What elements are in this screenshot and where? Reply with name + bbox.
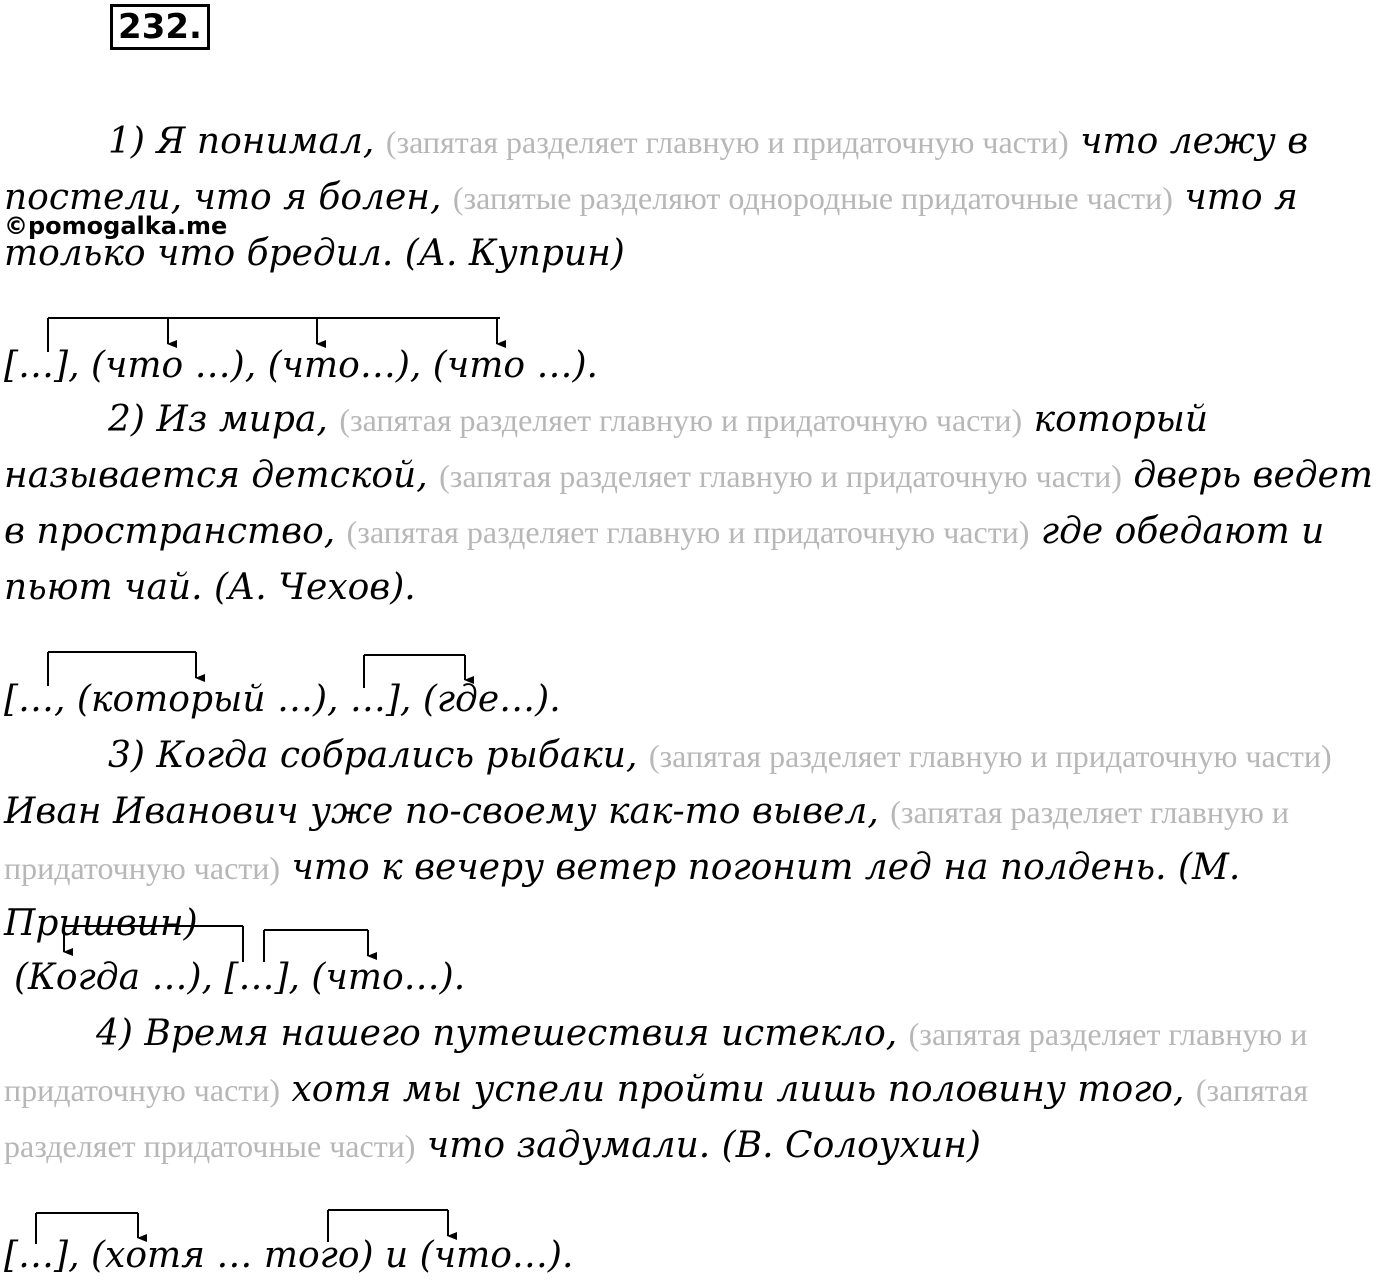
punctuation-note: (запятая разделяет главную и придаточную части) bbox=[4, 1016, 1308, 1108]
sentence-text: дверь ведет в пространство, bbox=[4, 455, 1374, 552]
sentence-text: что к вечеру ветер погонит лед на полдень. (М. Пришвин) bbox=[4, 847, 1241, 944]
sentence-text: который называется детской, bbox=[4, 399, 1209, 496]
sentence-2 bbox=[4, 392, 1396, 615]
scheme-2: […, (который …), …], (где…). bbox=[4, 679, 561, 720]
punctuation-note: (запятая разделяет главную и придаточную части) bbox=[648, 738, 1332, 774]
scheme-3: (Когда …), […], (что…). bbox=[14, 957, 466, 998]
punctuation-note: (запятая разделяет главную и придаточную части) bbox=[385, 124, 1069, 160]
sentence-text: Я понимал, bbox=[156, 121, 386, 162]
punctuation-note: (запятая разделяет главную и придаточную части) bbox=[339, 402, 1023, 438]
punctuation-note: (запятые разделяют однородные придаточные части) bbox=[452, 180, 1173, 216]
sentence-number: 3) bbox=[108, 735, 157, 776]
sentence-text: Из мира, bbox=[156, 399, 340, 440]
scheme-4: […], (хотя … того) и (что…). bbox=[4, 1235, 574, 1276]
sentence-number: 2) bbox=[108, 399, 157, 440]
sentence-text: что лежу в постели, что я болен, bbox=[4, 121, 1309, 218]
sentence-4 bbox=[4, 1006, 1396, 1174]
watermark: ©pomogalka.me bbox=[4, 212, 228, 240]
punctuation-note: (запятая разделяет главную и придаточную части) bbox=[4, 794, 1289, 886]
sentence-text: хотя мы успели пройти лишь половину того, bbox=[280, 1069, 1196, 1110]
punctuation-note: (запятая разделяет главную и придаточную части) bbox=[439, 458, 1122, 494]
punctuation-note: (запятая разделяет придаточные части) bbox=[4, 1072, 1309, 1164]
sentence-text: что задумали. (В. Солоухин) bbox=[415, 1125, 981, 1166]
sentence-text: что я только что бредил. (А. Куприн) bbox=[4, 177, 1298, 274]
scheme-1: […], (что …), (что…), (что …). bbox=[4, 345, 598, 386]
task-number: 232. bbox=[110, 4, 210, 50]
sentence-3 bbox=[4, 728, 1396, 951]
sentence-text: Когда собрались рыбаки, bbox=[156, 735, 649, 776]
sentence-1 bbox=[4, 114, 1396, 281]
punctuation-note: (запятая разделяет главную и придаточную части) bbox=[346, 514, 1030, 550]
sentence-text: Иван Иванович уже по-своему как-то вывел, bbox=[4, 791, 891, 832]
sentence-text: Время нашего путешествия истекло, bbox=[144, 1013, 909, 1054]
sentence-text: где обедают и пьют чай. (А. Чехов). bbox=[4, 511, 1325, 608]
sentence-number: 1) bbox=[108, 121, 157, 162]
sentence-number: 4) bbox=[96, 1013, 145, 1054]
